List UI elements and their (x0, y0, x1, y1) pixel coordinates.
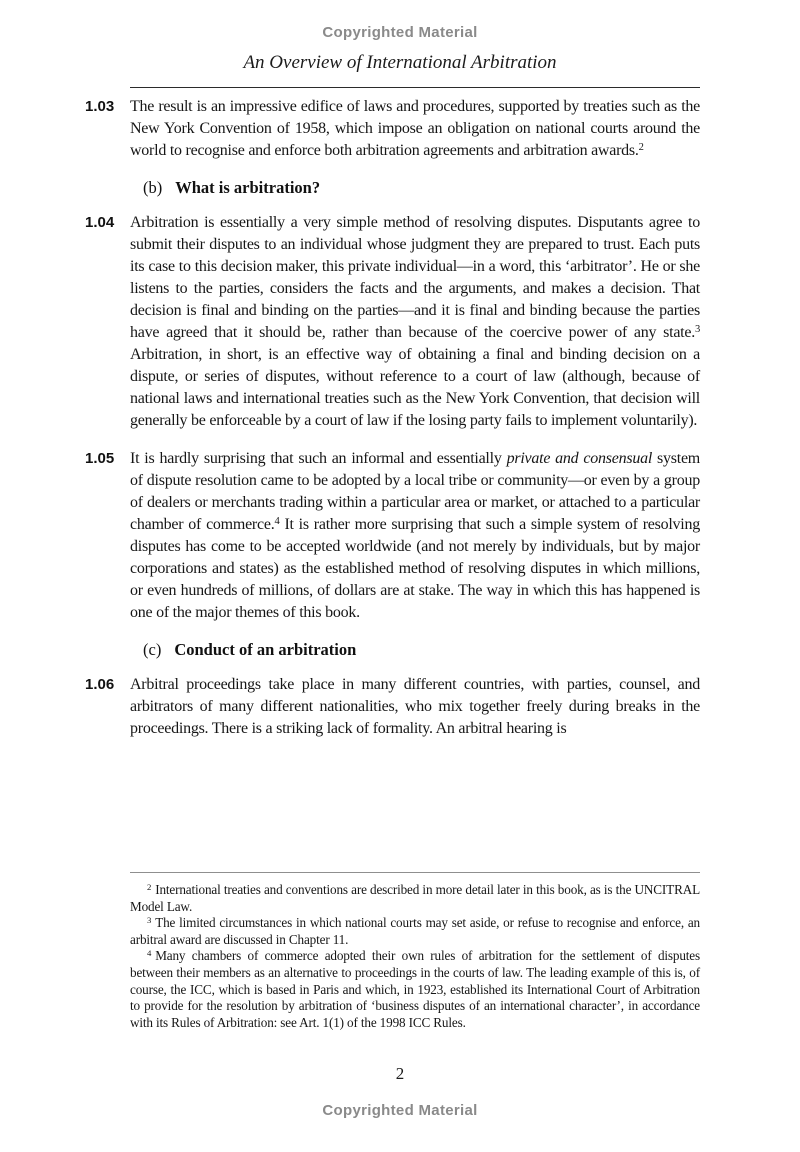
footnote-reference: 3 (694, 323, 700, 335)
footnote (130, 915, 700, 948)
paragraph-number: 1.03 (85, 98, 115, 115)
running-head: An Overview of International Arbitration (243, 52, 557, 73)
paragraph (85, 96, 700, 162)
text-run: The result is an impressive edifice of laws and procedures, supported by treaties such as the New York Convention of 1958, which impose an obligation on national courts around the world to recognise and enforce both arbitration agreements and arbitration awards. (130, 98, 700, 159)
paragraph-number: 1.05 (85, 450, 115, 467)
text-run: Arbitration, in short, is an effective way of obtaining a final and binding decision on a dispute, or series of disputes, without reference to a court of law (although, because of national laws and international treaties such as the New York Convention, that decision will generally be enforceable by a court of law if the losing party fails to implement voluntarily). (130, 346, 700, 429)
footnote-text: Many chambers of commerce adopted their own rules of arbitration for the settlement of disputes between their members as an alternative to proceedings in the courts of law. The leading example of this is, of course, the ICC, which is based in Paris and which, in 1923, established its International Court of Arbitration to provide for the resolution by arbitration of ‘business disputes of an international character’, in accordance with its Rules of Arbitration: see Art. 1(1) of the 1998 ICC Rules. (130, 948, 700, 1030)
footnote-marker: 2 (147, 881, 152, 892)
footnote-text: The limited circumstances in which national courts may set aside, or refuse to recognise and enforce, an arbitral award are discussed in Chapter 11. (130, 915, 700, 947)
section-heading (143, 178, 700, 198)
footnote-reference: 2 (638, 141, 644, 153)
text-run: Arbitration is essentially a very simple method of resolving disputes. Disputants agree to submit their disputes to an individual whose judgment they are prepared to trust. Each puts its case to this decision maker, this private individual—in a word, this ‘arbitrator’. He or she listens to the parties, considers the facts and the arguments, and makes a decision. That decision is final and binding on the parties—and it is final and binding because the parties have agreed that it should be, rather than because of the coercive power of any state. (130, 214, 700, 341)
footnote-list (130, 882, 700, 1031)
footnote (130, 948, 700, 1031)
footnotes-section (130, 872, 700, 1031)
section-title: What is arbitration? (175, 178, 321, 197)
text-run: It is hardly surprising that such an informal and essentially (130, 450, 507, 467)
section-title: Conduct of an arbitration (174, 640, 357, 659)
paragraph (85, 448, 700, 624)
footnote-text: International treaties and conventions are described in more detail later in this book, as is the UNCITRAL Model Law. (130, 882, 700, 914)
text-run: system of dispute resolution came to be adopted by a local tribe or community—or even by a group of dealers or merchants trading within a particular area or market, or attached to a particular chamber of commerce. (130, 450, 701, 533)
content-blocks (85, 96, 700, 756)
footnote-separator (130, 872, 700, 873)
copyright-notice-top: Copyrighted Material (322, 24, 478, 41)
paragraph (85, 212, 700, 432)
paragraph-text (130, 212, 700, 432)
footnote-marker: 3 (147, 914, 152, 925)
text-run: It is rather more surprising that such a simple system of resolving disputes has come to be accepted worldwide (and not merely by individuals, but by major corporations and states) as the established method of resolving disputes in which millions, or even hundreds of millions, of dollars are at stake. The way in which this has happened is one of the major themes of this book. (130, 516, 701, 621)
paragraph-text (130, 674, 700, 740)
paragraph (85, 674, 700, 740)
footnote-marker: 4 (147, 948, 152, 959)
footnote (130, 882, 700, 915)
paragraph-text (130, 448, 700, 624)
paragraph-number: 1.04 (85, 214, 115, 231)
section-label: (c) (143, 640, 162, 659)
paragraph-text (130, 96, 700, 162)
section-heading (143, 640, 700, 660)
emphasized-text: private and consensual (506, 450, 653, 467)
copyright-notice-bottom: Copyrighted Material (322, 1102, 478, 1119)
footnote-reference: 4 (274, 515, 280, 527)
page-number: 2 (395, 1064, 405, 1083)
section-label: (b) (143, 178, 163, 197)
paragraph-number: 1.06 (85, 676, 115, 693)
header-rule (130, 87, 700, 88)
text-run: Arbitral proceedings take place in many different countries, with parties, counsel, and arbitrators of many different nationalities, who mix together freely during breaks in the proceedings. There is a striking lack of formality. An arbitral hearing is (130, 676, 700, 737)
